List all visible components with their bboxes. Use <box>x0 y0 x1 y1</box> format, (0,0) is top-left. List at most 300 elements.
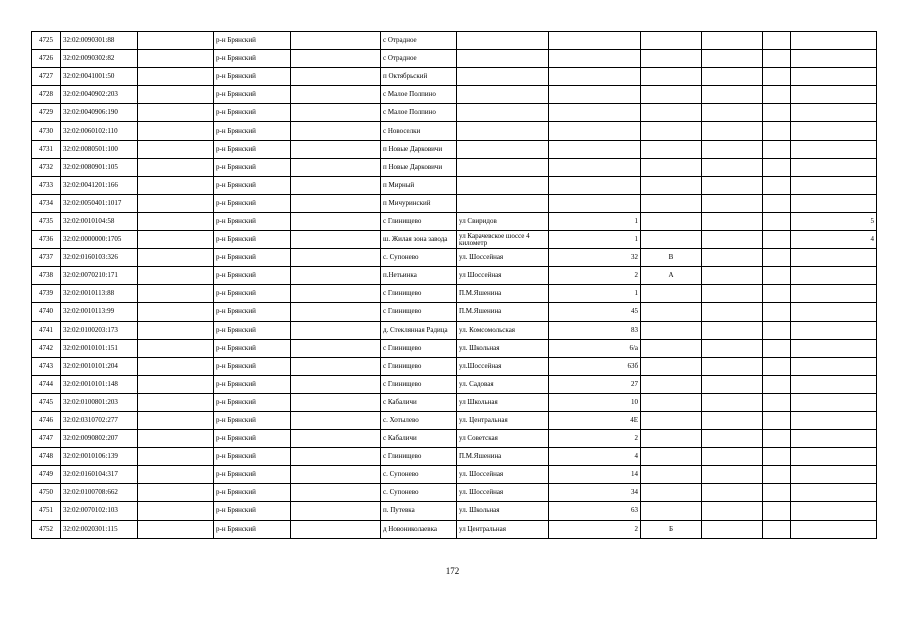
cell-corpus <box>641 86 702 104</box>
cell-cadastral-number: 32:02:0020301:115 <box>61 520 138 538</box>
cell-record-number: 4728 <box>32 86 61 104</box>
cell-empty <box>291 140 381 158</box>
cell-record-number: 4730 <box>32 122 61 140</box>
cell-cadastral-number: 32:02:0040906:190 <box>61 104 138 122</box>
cell-locality: с Отрадное <box>381 50 457 68</box>
table-row <box>32 411 877 429</box>
cell-stroenie <box>702 393 763 411</box>
cell-empty <box>763 393 791 411</box>
cell-house: 1 <box>549 231 641 249</box>
cell-empty <box>763 502 791 520</box>
cell-district: р-н Брянский <box>214 122 291 140</box>
cell-street: ул Советская <box>457 430 549 448</box>
cell-empty <box>291 484 381 502</box>
cell-corpus <box>641 339 702 357</box>
table-row <box>32 321 877 339</box>
cell-corpus <box>641 212 702 230</box>
cell-empty <box>138 502 214 520</box>
cell-street: ул Шоссейная <box>457 267 549 285</box>
cell-house: 14 <box>549 466 641 484</box>
cell-stroenie <box>702 140 763 158</box>
cell-street <box>457 50 549 68</box>
cell-street: ул. Шоссейная <box>457 249 549 267</box>
cell-record-number: 4747 <box>32 430 61 448</box>
cell-stroenie <box>702 285 763 303</box>
cell-empty <box>138 50 214 68</box>
cell-cadastral-number: 32:02:0310702:277 <box>61 411 138 429</box>
cell-corpus <box>641 158 702 176</box>
cell-empty <box>763 231 791 249</box>
cell-record-number: 4726 <box>32 50 61 68</box>
cell-empty <box>291 357 381 375</box>
cell-flat <box>791 194 877 212</box>
cell-empty <box>138 212 214 230</box>
table-row <box>32 32 877 50</box>
cell-stroenie <box>702 411 763 429</box>
cell-record-number: 4748 <box>32 448 61 466</box>
cell-flat <box>791 158 877 176</box>
cell-empty <box>138 32 214 50</box>
cell-cadastral-number: 32:02:0010104:58 <box>61 212 138 230</box>
cell-record-number: 4727 <box>32 68 61 86</box>
table-row <box>32 393 877 411</box>
cell-empty <box>291 249 381 267</box>
cell-stroenie <box>702 430 763 448</box>
cell-street <box>457 176 549 194</box>
cell-locality: п Новые Дарковичи <box>381 140 457 158</box>
cell-stroenie <box>702 448 763 466</box>
cell-empty <box>763 32 791 50</box>
cell-cadastral-number: 32:02:0010113:99 <box>61 303 138 321</box>
cell-record-number: 4738 <box>32 267 61 285</box>
cell-empty <box>291 104 381 122</box>
cell-record-number: 4746 <box>32 411 61 429</box>
cell-house: 2 <box>549 520 641 538</box>
cell-flat <box>791 68 877 86</box>
cell-locality: с Глинищево <box>381 285 457 303</box>
cell-district: р-н Брянский <box>214 357 291 375</box>
cell-record-number: 4739 <box>32 285 61 303</box>
cell-street: ул Карачевское шоссе 4 километр <box>457 231 549 249</box>
cell-house <box>549 176 641 194</box>
cell-corpus <box>641 466 702 484</box>
cell-record-number: 4740 <box>32 303 61 321</box>
cell-empty <box>291 303 381 321</box>
cell-locality: с Глинищево <box>381 448 457 466</box>
cell-street <box>457 140 549 158</box>
cell-empty <box>763 176 791 194</box>
cell-street: ул. Шоссейная <box>457 484 549 502</box>
cell-locality: с Малое Полпино <box>381 104 457 122</box>
cell-locality: п Мичуринский <box>381 194 457 212</box>
cell-locality: ш. Жилая зона завода <box>381 231 457 249</box>
table-row <box>32 502 877 520</box>
cell-cadastral-number: 32:02:0080901:105 <box>61 158 138 176</box>
cell-stroenie <box>702 466 763 484</box>
table-row <box>32 68 877 86</box>
cell-district: р-н Брянский <box>214 231 291 249</box>
cell-district: р-н Брянский <box>214 158 291 176</box>
cell-locality: с Новоселки <box>381 122 457 140</box>
cell-locality: с Малое Полпино <box>381 86 457 104</box>
table-row <box>32 448 877 466</box>
cell-district: р-н Брянский <box>214 466 291 484</box>
cell-flat: 4 <box>791 231 877 249</box>
page-number: 172 <box>445 566 460 576</box>
cell-district: р-н Брянский <box>214 339 291 357</box>
cell-corpus <box>641 321 702 339</box>
cell-house: 45 <box>549 303 641 321</box>
cell-flat <box>791 321 877 339</box>
cell-district: р-н Брянский <box>214 411 291 429</box>
cell-cadastral-number: 32:02:0080501:100 <box>61 140 138 158</box>
cell-empty <box>763 484 791 502</box>
cell-street: ул.Шоссейная <box>457 357 549 375</box>
cell-flat <box>791 86 877 104</box>
cell-locality: с Кабаличи <box>381 430 457 448</box>
cell-locality: п Новые Дарковичи <box>381 158 457 176</box>
cell-cadastral-number: 32:02:0090302:82 <box>61 50 138 68</box>
cell-record-number: 4750 <box>32 484 61 502</box>
cell-stroenie <box>702 375 763 393</box>
cell-empty <box>763 430 791 448</box>
cell-empty <box>763 194 791 212</box>
cell-empty <box>763 50 791 68</box>
cell-cadastral-number: 32:02:0100203:173 <box>61 321 138 339</box>
cell-district: р-н Брянский <box>214 285 291 303</box>
cell-house <box>549 68 641 86</box>
cell-flat: 5 <box>791 212 877 230</box>
cell-flat <box>791 267 877 285</box>
cell-empty <box>138 68 214 86</box>
cell-street: ул Центральная <box>457 520 549 538</box>
cell-cadastral-number: 32:02:0160103:326 <box>61 249 138 267</box>
cell-empty <box>291 285 381 303</box>
cell-record-number: 4731 <box>32 140 61 158</box>
cell-empty <box>291 393 381 411</box>
cell-flat <box>791 32 877 50</box>
cell-cadastral-number: 32:02:0070210:171 <box>61 267 138 285</box>
cell-empty <box>138 393 214 411</box>
cell-house: 10 <box>549 393 641 411</box>
cell-empty <box>138 430 214 448</box>
cell-house <box>549 50 641 68</box>
table-row <box>32 140 877 158</box>
cell-street <box>457 194 549 212</box>
cell-stroenie <box>702 212 763 230</box>
cell-empty <box>138 448 214 466</box>
cell-empty <box>291 375 381 393</box>
cell-empty <box>763 140 791 158</box>
cell-stroenie <box>702 104 763 122</box>
cell-house: 83 <box>549 321 641 339</box>
cell-record-number: 4749 <box>32 466 61 484</box>
cell-empty <box>138 484 214 502</box>
cell-locality: с. Супонево <box>381 484 457 502</box>
cell-flat <box>791 466 877 484</box>
cell-house: 6/а <box>549 339 641 357</box>
cell-flat <box>791 393 877 411</box>
cell-record-number: 4751 <box>32 502 61 520</box>
cell-empty <box>138 357 214 375</box>
cell-record-number: 4732 <box>32 158 61 176</box>
cell-empty <box>763 411 791 429</box>
cell-locality: с Глинищево <box>381 303 457 321</box>
cell-house <box>549 158 641 176</box>
cell-cadastral-number: 32:02:0090802:207 <box>61 430 138 448</box>
cell-empty <box>291 194 381 212</box>
cell-district: р-н Брянский <box>214 484 291 502</box>
cell-locality: п.Нетьинка <box>381 267 457 285</box>
cell-stroenie <box>702 32 763 50</box>
cell-flat <box>791 176 877 194</box>
cell-empty <box>138 321 214 339</box>
cell-locality: д. Стеклянная Радица <box>381 321 457 339</box>
cell-stroenie <box>702 484 763 502</box>
cell-stroenie <box>702 267 763 285</box>
cell-empty <box>138 466 214 484</box>
cell-house: 34 <box>549 484 641 502</box>
cell-cadastral-number: 32:02:0041201:166 <box>61 176 138 194</box>
cell-empty <box>763 122 791 140</box>
cell-district: р-н Брянский <box>214 321 291 339</box>
cell-cadastral-number: 32:02:0041001:50 <box>61 68 138 86</box>
cell-house: 2 <box>549 267 641 285</box>
cell-district: р-н Брянский <box>214 194 291 212</box>
cell-house <box>549 140 641 158</box>
cell-empty <box>763 104 791 122</box>
table-row <box>32 50 877 68</box>
cell-street <box>457 32 549 50</box>
table-row <box>32 122 877 140</box>
cell-cadastral-number: 32:02:0100708:662 <box>61 484 138 502</box>
cell-stroenie <box>702 502 763 520</box>
cell-empty <box>291 502 381 520</box>
cell-district: р-н Брянский <box>214 430 291 448</box>
table-row <box>32 158 877 176</box>
cell-empty <box>138 520 214 538</box>
cell-district: р-н Брянский <box>214 140 291 158</box>
cell-empty <box>138 267 214 285</box>
cell-stroenie <box>702 303 763 321</box>
cell-street <box>457 86 549 104</box>
cell-locality: д Новониколаевка <box>381 520 457 538</box>
cell-empty <box>138 176 214 194</box>
cell-flat <box>791 303 877 321</box>
cell-corpus <box>641 50 702 68</box>
cell-house: 1 <box>549 212 641 230</box>
cell-district: р-н Брянский <box>214 32 291 50</box>
cell-empty <box>291 231 381 249</box>
cell-corpus <box>641 411 702 429</box>
cell-record-number: 4743 <box>32 357 61 375</box>
table-row <box>32 104 877 122</box>
cell-empty <box>763 520 791 538</box>
table-row <box>32 86 877 104</box>
cell-empty <box>291 321 381 339</box>
cell-empty <box>763 212 791 230</box>
cell-stroenie <box>702 158 763 176</box>
cell-flat <box>791 339 877 357</box>
cell-corpus <box>641 393 702 411</box>
cell-house: 32 <box>549 249 641 267</box>
cell-flat <box>791 520 877 538</box>
cell-house: 4Е <box>549 411 641 429</box>
cell-street: П.М.Яшенина <box>457 285 549 303</box>
cell-district: р-н Брянский <box>214 448 291 466</box>
register-table <box>31 31 877 539</box>
cell-empty <box>763 466 791 484</box>
cell-stroenie <box>702 231 763 249</box>
cell-empty <box>138 158 214 176</box>
cell-record-number: 4729 <box>32 104 61 122</box>
table-row <box>32 520 877 538</box>
cell-empty <box>138 104 214 122</box>
table-row <box>32 194 877 212</box>
cell-stroenie <box>702 50 763 68</box>
cell-empty <box>291 176 381 194</box>
cell-locality: п Мирный <box>381 176 457 194</box>
cell-street: ул Школьная <box>457 393 549 411</box>
cell-corpus <box>641 104 702 122</box>
cell-district: р-н Брянский <box>214 267 291 285</box>
cell-district: р-н Брянский <box>214 375 291 393</box>
cell-house: 63 <box>549 502 641 520</box>
cell-corpus <box>641 32 702 50</box>
cell-locality: п. Путевка <box>381 502 457 520</box>
cell-empty <box>291 466 381 484</box>
cell-district: р-н Брянский <box>214 104 291 122</box>
cell-street <box>457 158 549 176</box>
cell-district: р-н Брянский <box>214 249 291 267</box>
cell-cadastral-number: 32:02:0010113:88 <box>61 285 138 303</box>
cell-record-number: 4736 <box>32 231 61 249</box>
cell-locality: с. Супонево <box>381 466 457 484</box>
cell-corpus <box>641 448 702 466</box>
cell-record-number: 4735 <box>32 212 61 230</box>
cell-record-number: 4725 <box>32 32 61 50</box>
cell-locality: с Глинищево <box>381 212 457 230</box>
table-row <box>32 212 877 230</box>
cell-record-number: 4734 <box>32 194 61 212</box>
cell-corpus <box>641 231 702 249</box>
cell-empty <box>763 357 791 375</box>
cell-cadastral-number: 32:02:0160104:317 <box>61 466 138 484</box>
cell-empty <box>763 267 791 285</box>
cell-street <box>457 68 549 86</box>
cell-street: П.М.Яшенина <box>457 448 549 466</box>
cell-corpus <box>641 430 702 448</box>
cell-cadastral-number: 32:02:0050401:1017 <box>61 194 138 212</box>
cell-empty <box>138 194 214 212</box>
cell-street <box>457 122 549 140</box>
table-row <box>32 303 877 321</box>
cell-cadastral-number: 32:02:0070102:103 <box>61 502 138 520</box>
cell-flat <box>791 122 877 140</box>
cell-empty <box>763 68 791 86</box>
cell-flat <box>791 448 877 466</box>
cell-flat <box>791 502 877 520</box>
cell-stroenie <box>702 194 763 212</box>
cell-empty <box>138 249 214 267</box>
cell-empty <box>291 448 381 466</box>
cell-flat <box>791 285 877 303</box>
table-row <box>32 176 877 194</box>
cell-district: р-н Брянский <box>214 520 291 538</box>
cell-empty <box>138 375 214 393</box>
cell-locality: с. Супонево <box>381 249 457 267</box>
cell-street: ул. Садовая <box>457 375 549 393</box>
cell-corpus <box>641 484 702 502</box>
register-body <box>32 32 877 539</box>
cell-empty <box>291 86 381 104</box>
cell-street: ул. Школьная <box>457 502 549 520</box>
cell-empty <box>138 122 214 140</box>
cell-empty <box>291 68 381 86</box>
cell-flat <box>791 357 877 375</box>
cell-street: ул. Шоссейная <box>457 466 549 484</box>
cell-empty <box>763 86 791 104</box>
cell-locality: с. Хотылево <box>381 411 457 429</box>
cell-corpus <box>641 68 702 86</box>
cell-street: ул. Комсомольская <box>457 321 549 339</box>
cell-record-number: 4745 <box>32 393 61 411</box>
cell-empty <box>291 430 381 448</box>
cell-record-number: 4752 <box>32 520 61 538</box>
cell-corpus <box>641 357 702 375</box>
cell-stroenie <box>702 321 763 339</box>
table-row <box>32 357 877 375</box>
cell-empty <box>763 249 791 267</box>
cell-house: 1 <box>549 285 641 303</box>
cell-corpus: Б <box>641 520 702 538</box>
cell-district: р-н Брянский <box>214 393 291 411</box>
cell-empty <box>763 303 791 321</box>
cell-empty <box>763 158 791 176</box>
cell-cadastral-number: 32:02:0010101:148 <box>61 375 138 393</box>
cell-corpus <box>641 502 702 520</box>
cell-district: р-н Брянский <box>214 212 291 230</box>
table-row <box>32 466 877 484</box>
cell-empty <box>763 375 791 393</box>
cell-record-number: 4744 <box>32 375 61 393</box>
cell-empty <box>138 285 214 303</box>
table-row <box>32 339 877 357</box>
cell-street: ул. Школьная <box>457 339 549 357</box>
cell-cadastral-number: 32:02:0010101:151 <box>61 339 138 357</box>
cell-record-number: 4733 <box>32 176 61 194</box>
cell-empty <box>138 231 214 249</box>
cell-locality: с Кабаличи <box>381 393 457 411</box>
cell-record-number: 4742 <box>32 339 61 357</box>
cell-cadastral-number: 32:02:0010106:139 <box>61 448 138 466</box>
cell-empty <box>763 285 791 303</box>
cell-locality: с Глинищево <box>381 375 457 393</box>
cell-flat <box>791 104 877 122</box>
cell-street: ул Свиридов <box>457 212 549 230</box>
cell-cadastral-number: 32:02:0010101:204 <box>61 357 138 375</box>
cell-district: р-н Брянский <box>214 86 291 104</box>
cell-flat <box>791 430 877 448</box>
cell-cadastral-number: 32:02:0100801:203 <box>61 393 138 411</box>
cell-stroenie <box>702 176 763 194</box>
cell-house <box>549 194 641 212</box>
cell-cadastral-number: 32:02:0060102:110 <box>61 122 138 140</box>
cell-house: 63б <box>549 357 641 375</box>
cell-empty <box>763 321 791 339</box>
cell-locality: с Глинищево <box>381 339 457 357</box>
cell-record-number: 4737 <box>32 249 61 267</box>
